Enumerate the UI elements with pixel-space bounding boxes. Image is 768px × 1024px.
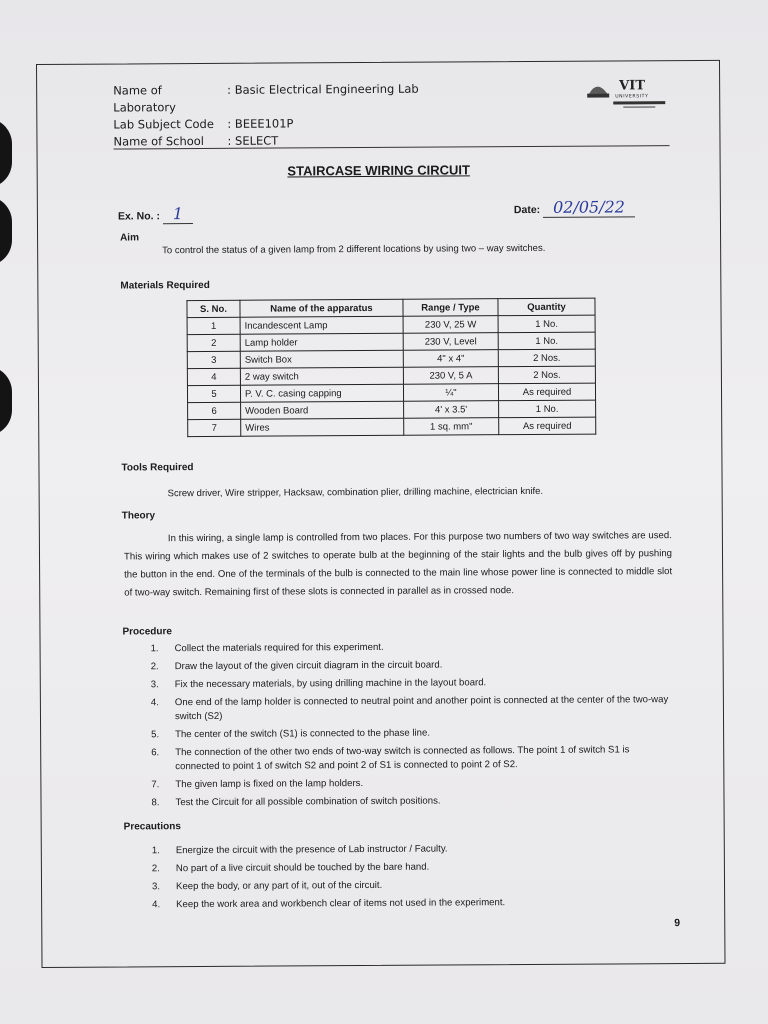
list-item-text: The center of the switch (S1) is connected to the phase line. — [175, 727, 431, 741]
exercise-number-label: Ex. No. : — [117, 210, 160, 223]
table-cell: As required — [498, 383, 595, 401]
table-cell: 2 way switch — [240, 367, 403, 385]
list-item — [132, 895, 672, 912]
date-value: 02/05/22 — [543, 197, 635, 218]
table-cell: P. V. C. casing capping — [240, 384, 403, 402]
aim-text: To control the status of a given lamp from 2 different locations by using two – way switches. — [162, 242, 546, 257]
column-header: Quantity — [498, 298, 595, 316]
precautions-list — [132, 841, 672, 916]
table-cell: 5 — [187, 385, 240, 402]
materials-table — [186, 298, 596, 437]
table-cell: Lamp holder — [240, 333, 403, 351]
theory-text — [124, 527, 672, 602]
table-cell: 6 — [188, 402, 241, 419]
table-cell: 4' x 3.5' — [404, 401, 499, 419]
date-label: Date: — [513, 203, 541, 217]
table-cell: 3 — [187, 351, 240, 368]
precautions-heading: Precautions — [123, 821, 181, 833]
binder-hole-middle — [0, 196, 12, 266]
list-item-text: Collect the materials required for this experiment. — [174, 641, 384, 655]
table-cell: 1 No. — [499, 400, 596, 418]
list-item-text: Keep the work area and workbench clear of items not used in the experiment. — [176, 897, 506, 911]
list-item-text: Energize the circuit with the presence of Lab instructor / Faculty. — [175, 843, 448, 857]
table-cell: 1 sq. mm" — [404, 418, 499, 436]
list-item-number: 1. — [150, 643, 159, 655]
exercise-number-value: 1 — [163, 204, 193, 224]
list-item-text: Draw the layout of the given circuit diagram in the circuit board. — [174, 659, 443, 673]
list-item — [131, 675, 671, 692]
exercise-number — [118, 204, 193, 223]
materials-heading: Materials Required — [120, 279, 210, 292]
table-cell: As required — [499, 417, 596, 435]
theory-heading: Theory — [121, 510, 156, 522]
list-item-number: 2. — [151, 863, 160, 875]
list-item-text: Fix the necessary materials, by using drilling machine in the layout board. — [174, 677, 487, 691]
page-number: 9 — [674, 917, 681, 930]
table-cell: 7 — [188, 419, 241, 436]
table-cell: Wooden Board — [241, 401, 404, 419]
column-header: Name of the apparatus — [240, 299, 403, 317]
table-row — [188, 417, 596, 436]
table-cell: 230 V, 5 A — [403, 367, 498, 385]
table-cell: Wires — [241, 418, 404, 436]
list-item — [131, 639, 671, 656]
date-field — [514, 197, 635, 217]
list-item — [132, 841, 672, 858]
school-label: Name of School — [113, 133, 205, 149]
list-item — [132, 859, 672, 876]
list-item — [131, 693, 671, 724]
list-item-text: One end of the lamp holder is connected to neutral point and another point is connected at the center of the two-way switch (S2) — [174, 694, 669, 723]
list-item-number: 2. — [150, 661, 159, 673]
theory-paragraph: In this wiring, a single lamp is controlled from two places. For this purpose two numbers of two way switches are used. This wiring which makes use of 2 switches to operate bulb at the beginning of the stair lights and the bulb gives off by pushing the button in the end. One of the terminals of the bulb is connected to the main line whose power line is connected to middle slot of two-way switch. Remaining first of these slots is connected in parallel as in crossed node. — [123, 530, 673, 599]
list-item-number: 8. — [151, 797, 160, 809]
list-item — [131, 725, 671, 742]
list-item-text: The given lamp is fixed on the lamp holders. — [175, 778, 364, 791]
table-cell: 4" x 4" — [403, 350, 498, 368]
logo-text: VIT — [619, 78, 646, 94]
tools-heading: Tools Required — [121, 462, 194, 474]
vit-logo-icon — [583, 73, 669, 114]
table-cell: ¼" — [403, 384, 498, 402]
table-cell: 1 No. — [498, 332, 595, 350]
list-item-text: The connection of the other two ends of two-way switch is connected as follows. The point 1 of switch S1 is connected to point 1 of switch S2 and point 2 of S1 is connected to point 2 of S2. — [175, 744, 630, 773]
list-item-number: 4. — [150, 697, 159, 709]
binder-hole-top — [0, 118, 12, 188]
list-item — [131, 775, 671, 792]
list-item-number: 7. — [151, 779, 160, 791]
list-item-number: 5. — [151, 729, 160, 741]
list-item — [131, 743, 671, 774]
subject-code-label: Lab Subject Code — [113, 116, 214, 132]
table-cell: 1 No. — [498, 315, 595, 333]
procedure-heading: Procedure — [122, 626, 172, 638]
logo-subtext: UNIVERSITY — [615, 94, 649, 100]
column-header: Range / Type — [403, 299, 498, 317]
table-cell: 2 Nos. — [498, 349, 595, 367]
list-item — [131, 793, 671, 810]
table-cell: 4 — [187, 368, 240, 385]
column-header: S. No. — [187, 300, 240, 317]
table-cell: 230 V, Level — [403, 333, 498, 351]
document-page — [36, 60, 726, 968]
list-item-number: 1. — [151, 845, 160, 857]
subject-code-value: : BEEE101P — [227, 116, 294, 131]
list-item-number: 3. — [150, 679, 159, 691]
list-item — [131, 657, 671, 674]
binder-hole-bottom — [0, 366, 12, 436]
table-cell: 2 — [187, 334, 240, 351]
lab-name-label: Name of Laboratory — [113, 83, 176, 115]
list-item-number: 4. — [152, 899, 161, 911]
table-cell: 1 — [187, 317, 240, 334]
table-cell: 230 V, 25 W — [403, 316, 498, 334]
table-cell: 2 Nos. — [498, 366, 595, 384]
list-item-text: Keep the body, or any part of it, out of the circuit. — [175, 879, 383, 893]
lab-name-value: : Basic Electrical Engineering Lab — [227, 81, 419, 97]
list-item-number: 3. — [151, 881, 161, 893]
aim-heading: Aim — [120, 232, 140, 244]
tools-text: Screw driver, Wire stripper, Hacksaw, combination plier, drilling machine, electrician knife. — [167, 485, 544, 500]
list-item-text: Test the Circuit for all possible combination of switch positions. — [175, 795, 441, 809]
list-item — [132, 877, 672, 894]
table-cell: Switch Box — [240, 350, 403, 368]
table-cell: Incandescent Lamp — [240, 316, 403, 334]
procedure-list — [131, 639, 672, 814]
list-item-number: 6. — [151, 747, 160, 759]
lab-header — [113, 81, 419, 151]
school-value: : SELECT — [227, 133, 279, 148]
list-item-text: No part of a live circuit should be touched by the bare hand. — [175, 861, 430, 875]
page-title: STAIRCASE WIRING CIRCUIT — [287, 162, 470, 179]
